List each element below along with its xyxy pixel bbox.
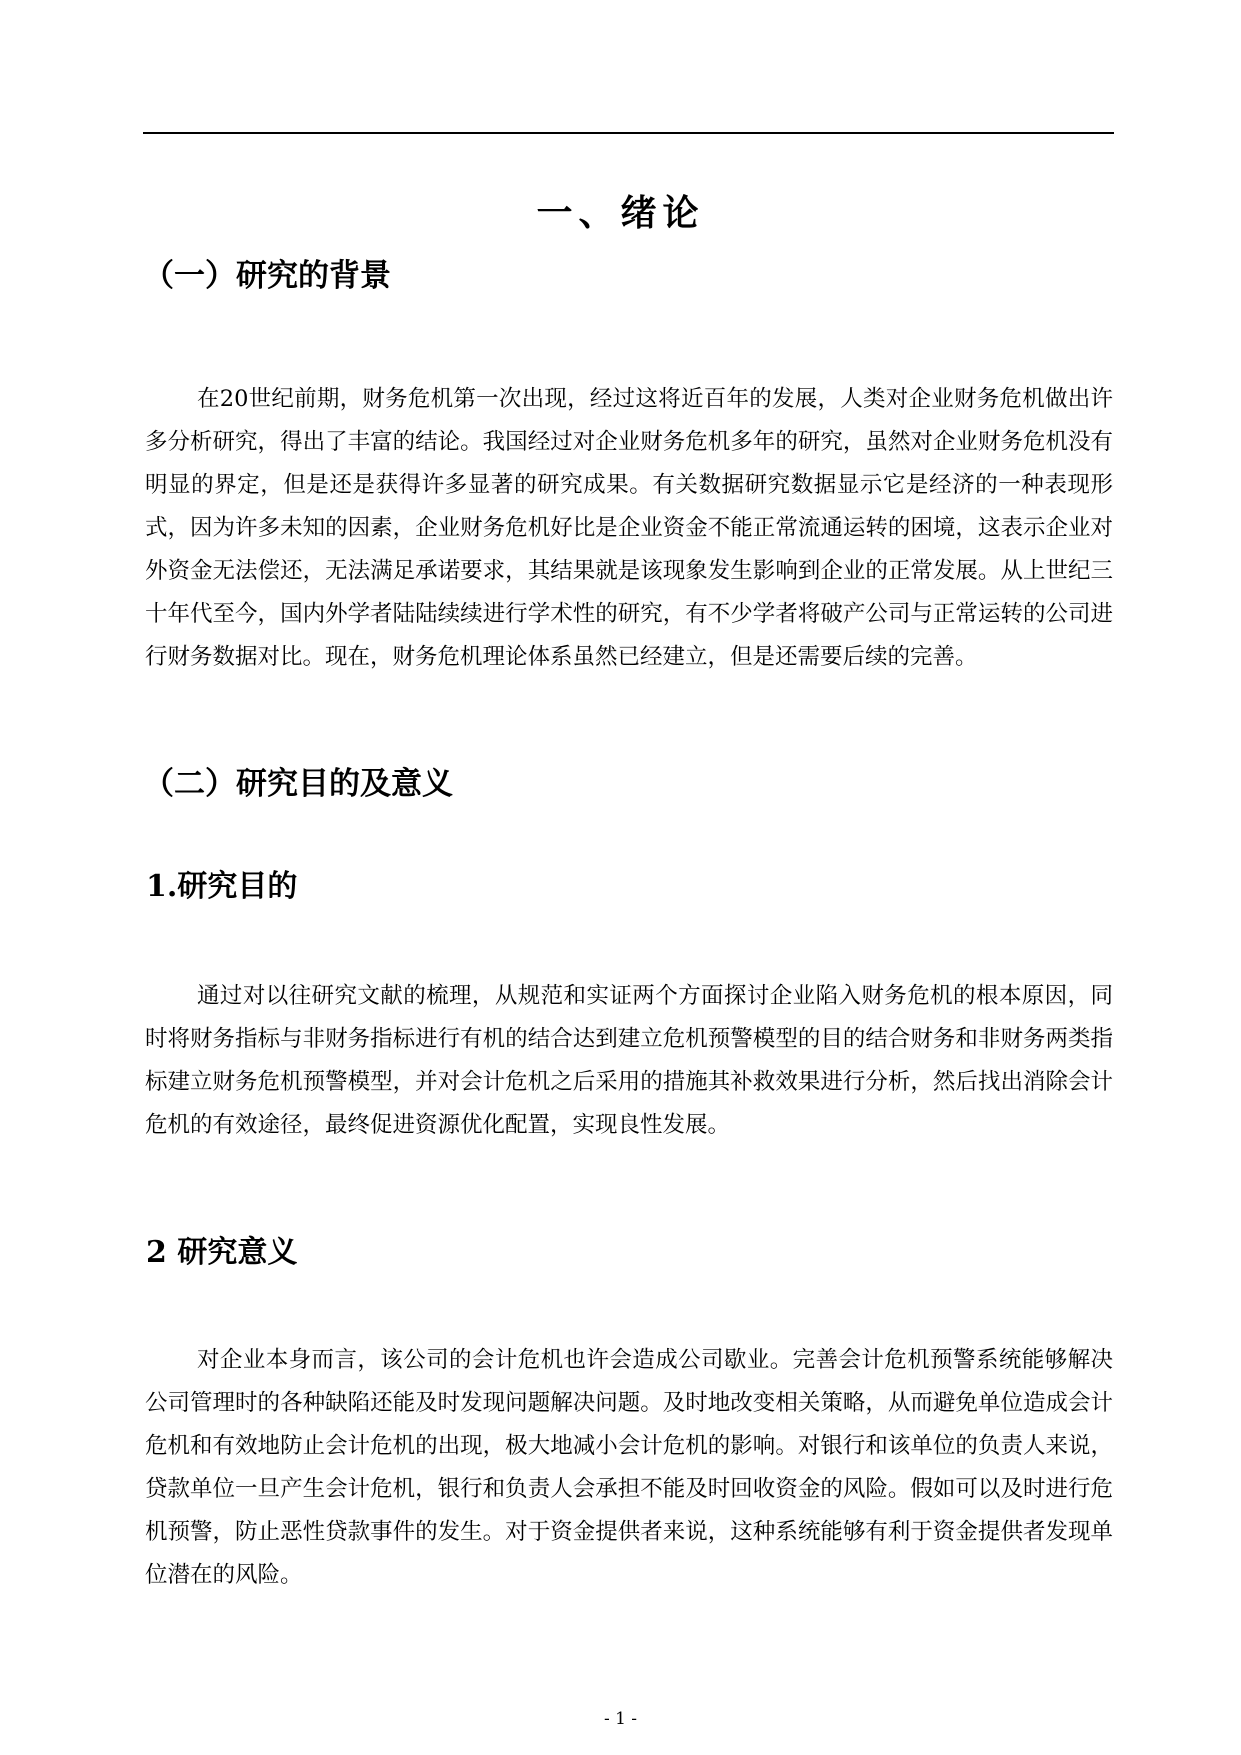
section-heading-purpose-significance: （二）研究目的及意义	[143, 766, 453, 802]
header-rule	[143, 132, 1114, 134]
section-heading-background: （一）研究的背景	[143, 258, 391, 294]
paragraph-background: 在20世纪前期，财务危机第一次出现，经过这将近百年的发展，人类对企业财务危机做出许多分析研究，得出了丰富的结论。我国经过对企业财务危机多年的研究，虽然对企业财务危机没有明显的界定，但是还是获得许多显著的研究成果。有关数据研究数据显示它是经济的一种表现形式，因为许多未知的因素，企业财务危机好比是企业资金不能正常流通运转的困境，这表示企业对外资金无法偿还，无法满足承诺要求，其结果就是该现象发生影响到企业的正常发展。从上世纪三十年代至今，国内外学者陆陆续续进行学术性的研究，有不少学者将破产公司与正常运转的公司进行财务数据对比。现在，财务危机理论体系虽然已经建立，但是还需要后续的完善。	[145, 386, 1113, 670]
page-number: - 1 -	[603, 1709, 638, 1729]
chapter-title: 一、绪论	[536, 192, 705, 234]
paragraph-purpose: 通过对以往研究文献的梳理，从规范和实证两个方面探讨企业陷入财务危机的根本原因，同时将财务指标与非财务指标进行有机的结合达到建立危机预警模型的目的结合财务和非财务两类指标建立财务危机预警模型，并对会计危机之后采用的措施其补救效果进行分析，然后找出消除会计危机的有效途径，最终促进资源优化配置，实现良性发展。	[145, 983, 1113, 1138]
subsection-heading-significance: 2 研究意义	[146, 1235, 298, 1270]
subsection-heading-purpose: 1.研究目的	[146, 869, 298, 904]
paragraph-significance: 对企业本身而言，该公司的会计危机也许会造成公司歇业。完善会计危机预警系统能够解决公司管理时的各种缺陷还能及时发现问题解决问题。及时地改变相关策略，从而避免单位造成会计危机和有效地防止会计危机的出现，极大地减小会计危机的影响。对银行和该单位的负责人来说，贷款单位一旦产生会计危机，银行和负责人会承担不能及时回收资金的风险。假如可以及时进行危机预警，防止恶性贷款事件的发生。对于资金提供者来说，这种系统能够有利于资金提供者发现单位潜在的风险。	[145, 1347, 1113, 1588]
